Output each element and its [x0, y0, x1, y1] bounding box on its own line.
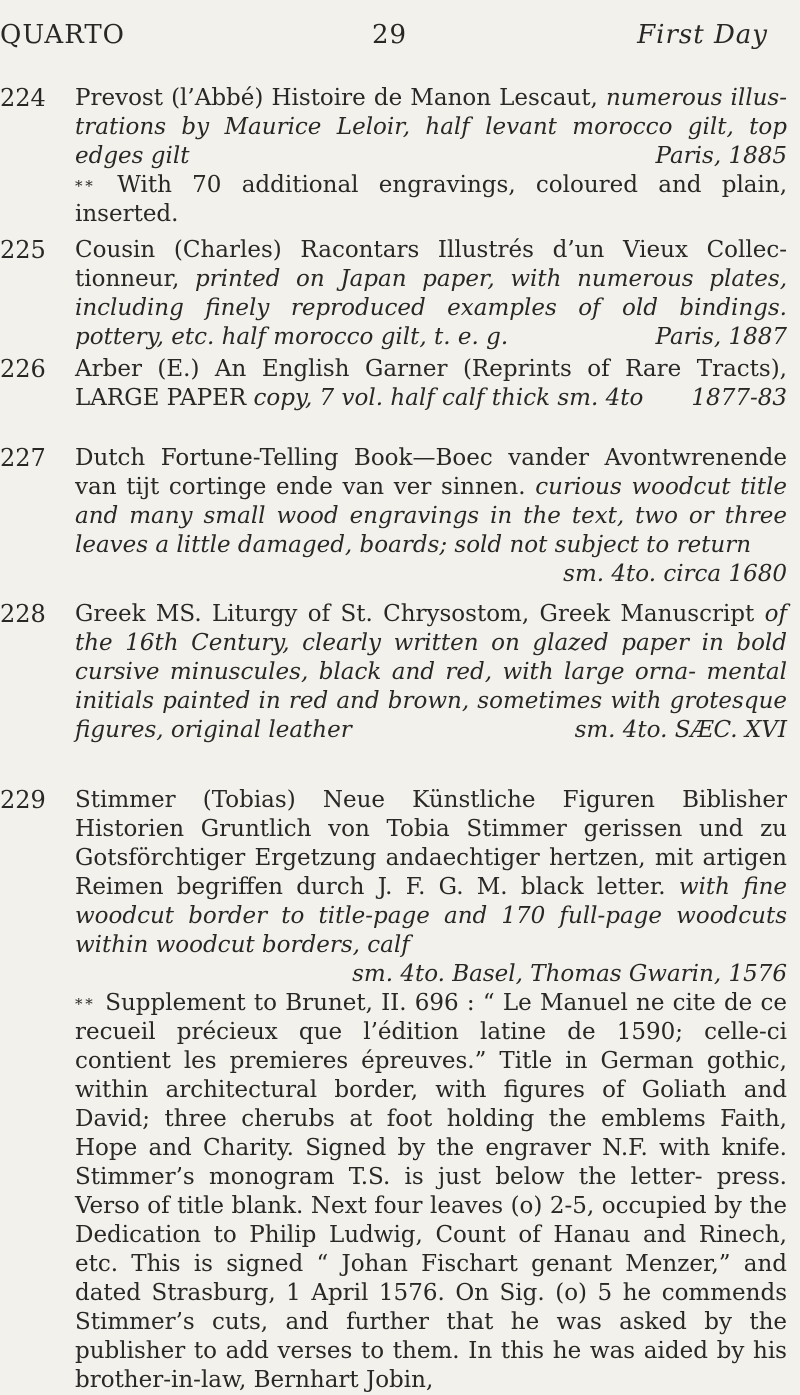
- large-paper-label: LARGE PAPER: [75, 385, 247, 411]
- entry-description: curious woodcut title and many small wood engravings in the text, two or three leaves a little damaged, boards; sold not subject to return: [75, 474, 788, 558]
- lot-number: 228: [0, 600, 46, 628]
- lot-number: 229: [0, 786, 46, 814]
- blackletter-label: black letter.: [520, 874, 666, 900]
- entry-title: Cousin (Charles) Racontars Illustrés d’un Vieux Collec- tionneur,: [75, 237, 787, 292]
- entry-title: Prevost (l’Abbé) Histoire de Manon Lescaut,: [75, 85, 598, 111]
- entry-note: Supplement to Brunet, II. 696 : “ Le Manuel ne cite de ce recueil précieux que l’édition latine de 1590; celle-ci contient les premieres épreuves.” Title in German gothic, within architectural border, with figures of Goliath and David; three cherubs at foot holding the emblems Faith, Hope and Charity. Signed by the engraver N.F. with knife. Stimmer’s monogram T.S. is just below the letter- press. Verso of title blank. Next four leaves (o) 2-5, occupied by the Dedication to Philip Ludwig, Count of Hanau and Rinech, etc. This is signed “ Johan Fischart genant Menzer,” and dated Strasburg, 1 April 1576. On Sig. (o) 5 he commends Stimmer’s cuts, and further that he was asked by the publisher to add verses to them. In this he was aided by his brother-in-law, Bernhart Jobin,: [75, 990, 787, 1393]
- entry-note: With 70 additional engravings, coloured and plain, inserted.: [75, 172, 788, 227]
- entry-imprint: sm. 4to. SÆC. XVI: [574, 717, 787, 743]
- page-number: 29: [372, 20, 408, 50]
- entry-description: copy, 7 vol. half calf thick sm. 4to: [253, 385, 644, 411]
- entry-title: Dutch Fortune-Telling Book—Boec vander Avontwrenende van tijt cortinge ende van ver sinnen.: [75, 445, 787, 500]
- entry-body: [75, 600, 787, 745]
- running-head: [0, 20, 800, 60]
- entry-imprint: 1877-83: [691, 385, 787, 411]
- entry-body: [75, 444, 787, 589]
- running-head-day: First Day: [637, 20, 768, 50]
- entry-imprint: Paris, 1885: [655, 143, 787, 169]
- lot-number: 225: [0, 236, 46, 264]
- entry-title: Stimmer (Tobias) Neue Künstliche Figuren Biblisher Historien Gruntlich von Tobia Stimmer gerissen und zu Gotsförchtiger Ergetzung andaechtiger hertzen, mit artigen Reimen begriffen durch J. F. G. M.: [75, 787, 787, 900]
- entry-body: [75, 786, 787, 1395]
- lot-number: 224: [0, 84, 46, 112]
- entry-description: printed on Japan paper, with numerous plates, including finely reproduced examples of old bindings. pottery, etc. half morocco gilt, t. e. g.: [75, 266, 788, 350]
- entry-imprint: sm. 4to. Basel, Thomas Gwarin, 1576: [352, 961, 787, 987]
- running-head-section: QUARTO: [0, 20, 125, 50]
- entry-title: Arber (E.) An English Garner (Reprints of Rare Tracts),: [75, 356, 787, 382]
- asterism-icon: * *: [75, 177, 92, 195]
- entry-imprint: Paris, 1887: [655, 324, 787, 350]
- entry-body: [75, 355, 787, 413]
- entry-title: Greek MS. Liturgy of St. Chrysostom, Greek Manuscript: [75, 601, 755, 627]
- entry-body: [75, 236, 787, 352]
- lot-number: 227: [0, 444, 46, 472]
- asterism-icon: * *: [75, 995, 92, 1013]
- entry-description: of the 16th Century, clearly written on glazed paper in bold cursive minuscules, black and red, with large orna- mental initials painted in red and brown, sometimes with grotesque figures, original leather: [75, 601, 787, 743]
- entry-description: numerous illus- trations by Maurice Leloir, half levant morocco gilt, top edges gilt: [75, 85, 788, 169]
- entry-description: with fine woodcut border to title-page and 170 full-page woodcuts within woodcut borders, calf: [75, 874, 787, 958]
- lot-number: 226: [0, 355, 46, 383]
- entry-imprint: sm. 4to. circa 1680: [563, 561, 787, 587]
- entry-body: [75, 84, 787, 229]
